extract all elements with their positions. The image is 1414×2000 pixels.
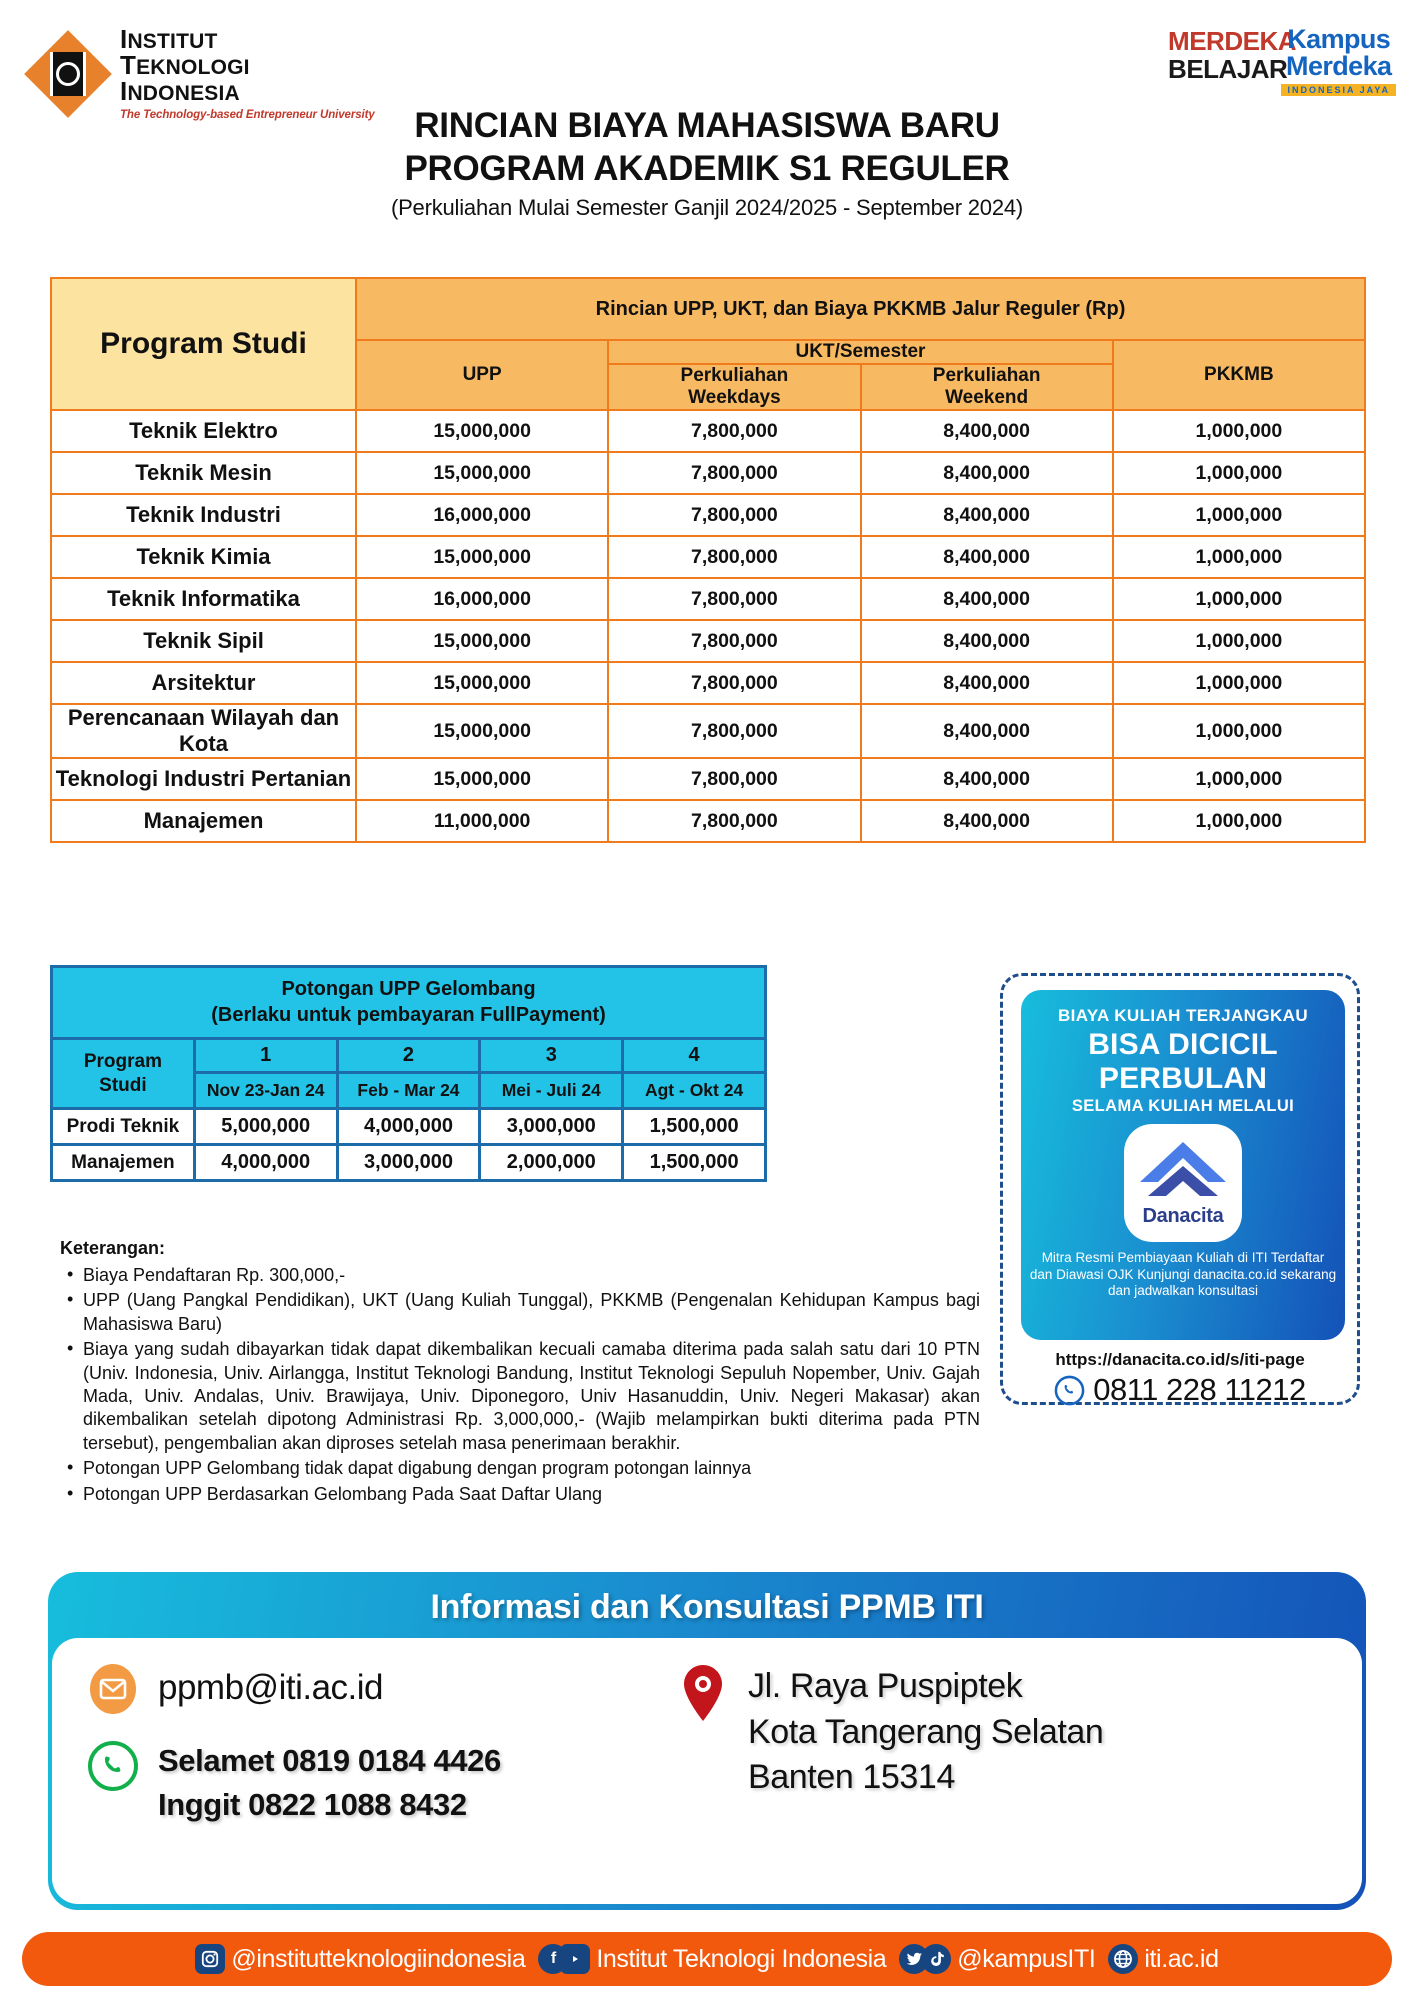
table-row xyxy=(52,1145,766,1181)
row-weekend: 8,400,000 xyxy=(861,494,1113,536)
location-pin-icon xyxy=(676,1662,730,1729)
row-weekdays: 7,800,000 xyxy=(608,758,860,800)
contact-heading: Informasi dan Konsultasi PPMB ITI xyxy=(430,1587,984,1626)
facebook-icon: f xyxy=(538,1944,568,1974)
potongan-wave-4: 4 xyxy=(623,1039,766,1073)
danacita-line1: BIAYA KULIAH TERJANGKAU xyxy=(1057,1006,1309,1025)
page-title-line1: RINCIAN BIAYA MAHASISWA BARU xyxy=(414,106,1000,145)
kampus-merdeka-line3: INDONESIA JAYA xyxy=(1281,84,1396,96)
potongan-row-label: Manajemen xyxy=(52,1145,195,1181)
row-weekdays: 7,800,000 xyxy=(608,704,860,758)
table-row xyxy=(51,452,1365,494)
row-pkkmb: 1,000,000 xyxy=(1113,410,1365,452)
potongan-cell: 2,000,000 xyxy=(480,1145,623,1181)
row-upp: 16,000,000 xyxy=(356,578,608,620)
contact-address-l1: Jl. Raya Puspiptek xyxy=(748,1667,1023,1705)
footer-facebook-youtube[interactable] xyxy=(538,1944,886,1974)
contact-whatsapp-row[interactable] xyxy=(86,1739,646,1827)
row-weekdays: 7,800,000 xyxy=(608,578,860,620)
table-row xyxy=(51,662,1365,704)
row-pkkmb: 1,000,000 xyxy=(1113,452,1365,494)
row-weekend: 8,400,000 xyxy=(861,452,1113,494)
row-prodi: Teknik Informatika xyxy=(51,578,356,620)
contact-address-row xyxy=(676,1662,1328,1801)
danacita-line4: SELAMA KULIAH MELALUI xyxy=(1071,1097,1295,1116)
contact-body xyxy=(52,1638,1362,1904)
row-pkkmb: 1,000,000 xyxy=(1113,662,1365,704)
contact-whatsapp-numbers xyxy=(158,1739,501,1827)
globe-icon xyxy=(1108,1944,1138,1974)
footer-instagram[interactable] xyxy=(195,1944,525,1974)
instagram-handle: @institutteknologiindonesia xyxy=(231,1944,526,1973)
potongan-title-l1: Potongan UPP Gelombang xyxy=(281,978,536,1000)
row-pkkmb: 1,000,000 xyxy=(1113,800,1365,842)
row-weekend: 8,400,000 xyxy=(861,410,1113,452)
contact-email-row[interactable] xyxy=(86,1662,646,1721)
row-prodi: Teknik Industri xyxy=(51,494,356,536)
table-row xyxy=(51,704,1365,758)
danacita-line3: PERBULAN xyxy=(1098,1061,1268,1095)
potongan-range-1: Nov 23-Jan 24 xyxy=(194,1073,337,1109)
danacita-phone: 0811 228 11212 xyxy=(1093,1372,1306,1407)
row-weekend: 8,400,000 xyxy=(861,536,1113,578)
potongan-table xyxy=(50,965,767,1182)
potongan-range-2: Feb - Mar 24 xyxy=(337,1073,480,1109)
danacita-logo xyxy=(1124,1124,1242,1242)
tiktok-icon xyxy=(921,1944,951,1974)
row-prodi: Teknik Elektro xyxy=(51,410,356,452)
iti-tagline: The Technology-based Entrepreneur University xyxy=(120,109,375,121)
header-upp: UPP xyxy=(356,340,608,410)
header-perkuliahan-weekend xyxy=(861,364,1113,410)
danacita-phone-row xyxy=(1003,1372,1357,1408)
table-row xyxy=(51,410,1365,452)
row-upp: 15,000,000 xyxy=(356,536,608,578)
potongan-range-3: Mei - Juli 24 xyxy=(480,1073,623,1109)
row-prodi: Teknik Kimia xyxy=(51,536,356,578)
contact-left-column xyxy=(86,1662,646,1880)
row-pkkmb: 1,000,000 xyxy=(1113,704,1365,758)
keterangan-title: Keterangan: xyxy=(60,1238,166,1258)
potongan-cell: 5,000,000 xyxy=(194,1109,337,1145)
row-prodi: Perencanaan Wilayah dan Kota xyxy=(51,704,356,758)
row-weekdays: 7,800,000 xyxy=(608,620,860,662)
header-weekend-l1: Perkuliahan xyxy=(932,365,1041,386)
contact-right-column xyxy=(646,1662,1328,1880)
logo-line1-rest: NSTITUT xyxy=(127,30,218,53)
danacita-card xyxy=(1021,990,1345,1340)
logo-line3-cap: I xyxy=(120,76,128,106)
keterangan-block xyxy=(60,1238,980,1508)
potongan-header-prodi xyxy=(52,1039,195,1109)
row-pkkmb: 1,000,000 xyxy=(1113,494,1365,536)
biaya-table-head xyxy=(51,278,1365,410)
whatsapp-icon xyxy=(86,1739,140,1798)
merdeka-belajar-line2: BELAJAR xyxy=(1168,54,1288,84)
potongan-wave-2: 2 xyxy=(337,1039,480,1073)
danacita-note: Mitra Resmi Pembiayaan Kuliah di ITI Terdaftar dan Diawasi OJK Kunjungi danacita.co.id sekarang dan jadwalkan konsultasi xyxy=(1029,1250,1337,1299)
table-row xyxy=(52,1109,766,1145)
row-weekdays: 7,800,000 xyxy=(608,494,860,536)
twitter-tiktok-icons xyxy=(899,1944,951,1974)
contact-address-l2: Kota Tangerang Selatan xyxy=(748,1712,1104,1751)
potongan-title xyxy=(52,967,766,1039)
potongan-wave-3: 3 xyxy=(480,1039,623,1073)
table-row xyxy=(51,494,1365,536)
list-item: • Potongan UPP Gelombang tidak dapat digabung dengan program potongan lainnya xyxy=(60,1457,980,1480)
row-prodi: Teknologi Industri Pertanian xyxy=(51,758,356,800)
header-group-rincian: Rincian UPP, UKT, dan Biaya PKKMB Jalur Reguler (Rp) xyxy=(356,278,1365,340)
contact-address xyxy=(748,1662,1103,1801)
website-url: iti.ac.id xyxy=(1144,1944,1219,1973)
row-upp: 15,000,000 xyxy=(356,662,608,704)
potongan-prodi-l2: Studi xyxy=(99,1074,147,1096)
row-upp: 15,000,000 xyxy=(356,410,608,452)
danacita-line2: BISA DICICIL xyxy=(1088,1028,1278,1061)
header-weekend-l2: Weekend xyxy=(945,387,1029,408)
row-upp: 15,000,000 xyxy=(356,704,608,758)
row-weekdays: 7,800,000 xyxy=(608,536,860,578)
row-upp: 16,000,000 xyxy=(356,494,608,536)
potongan-range-4: Agt - Okt 24 xyxy=(623,1073,766,1109)
row-weekdays: 7,800,000 xyxy=(608,410,860,452)
potongan-cell: 3,000,000 xyxy=(337,1145,480,1181)
row-prodi: Arsitektur xyxy=(51,662,356,704)
table-row xyxy=(51,758,1365,800)
list-item: • Potongan UPP Berdasarkan Gelombang Pada Saat Daftar Ulang xyxy=(60,1483,980,1506)
twitter-tiktok-handle: @kampusITI xyxy=(957,1944,1096,1973)
youtube-icon xyxy=(560,1944,590,1974)
row-pkkmb: 1,000,000 xyxy=(1113,758,1365,800)
potongan-cell: 4,000,000 xyxy=(194,1145,337,1181)
header-program-studi: Program Studi xyxy=(51,278,356,410)
table-row xyxy=(51,800,1365,842)
header-weekdays-l2: Weekdays xyxy=(688,387,781,408)
list-item: • Biaya Pendaftaran Rp. 300,000,- xyxy=(60,1264,980,1287)
logo-line2-rest: EKNOLOGI xyxy=(136,56,250,79)
row-weekend: 8,400,000 xyxy=(861,620,1113,662)
row-upp: 11,000,000 xyxy=(356,800,608,842)
danacita-brand: Danacita xyxy=(1142,1205,1224,1228)
kampus-merdeka-logo xyxy=(1281,26,1396,98)
row-weekdays: 7,800,000 xyxy=(608,452,860,494)
potongan-cell: 1,500,000 xyxy=(623,1145,766,1181)
instagram-icon xyxy=(195,1944,225,1974)
potongan-table-body xyxy=(52,1109,766,1181)
contact-wa-line2: Inggit 0822 1088 8432 xyxy=(158,1787,467,1823)
kampus-merdeka-line2: Merdeka xyxy=(1286,51,1392,81)
contact-email[interactable]: ppmb@iti.ac.id xyxy=(158,1668,384,1707)
row-weekend: 8,400,000 xyxy=(861,662,1113,704)
potongan-title-l2: (Berlaku untuk pembayaran FullPayment) xyxy=(211,1003,606,1026)
row-prodi: Manajemen xyxy=(51,800,356,842)
contact-card xyxy=(48,1572,1366,1910)
table-row xyxy=(51,620,1365,662)
row-weekend: 8,400,000 xyxy=(861,758,1113,800)
header-perkuliahan-weekdays xyxy=(608,364,860,410)
table-row xyxy=(51,536,1365,578)
row-prodi: Teknik Sipil xyxy=(51,620,356,662)
footer-twitter-tiktok[interactable] xyxy=(899,1944,1095,1974)
header-pkkmb: PKKMB xyxy=(1113,340,1365,410)
header-ukt-semester: UKT/Semester xyxy=(608,340,1113,364)
merdeka-belajar-logo xyxy=(1168,28,1296,83)
row-weekend: 8,400,000 xyxy=(861,800,1113,842)
logo-line1-cap: I xyxy=(120,24,128,54)
page-subtitle: (Perkuliahan Mulai Semester Ganjil 2024/2025 - September 2024) xyxy=(390,195,1024,221)
footer-website[interactable] xyxy=(1108,1944,1218,1974)
list-item: • UPP (Uang Pangkal Pendidikan), UKT (Uang Kuliah Tunggal), PKKMB (Pengenalan Kehidupan Kampus bagi Mahasiswa Baru) xyxy=(60,1289,980,1336)
danacita-mountain-icon xyxy=(1138,1140,1228,1202)
row-upp: 15,000,000 xyxy=(356,620,608,662)
biaya-table-body xyxy=(51,410,1365,842)
facebook-youtube-handle: Institut Teknologi Indonesia xyxy=(596,1944,887,1973)
row-weekend: 8,400,000 xyxy=(861,704,1113,758)
row-upp: 15,000,000 xyxy=(356,452,608,494)
potongan-wave-1: 1 xyxy=(194,1039,337,1073)
facebook-youtube-icons xyxy=(538,1944,590,1974)
row-pkkmb: 1,000,000 xyxy=(1113,536,1365,578)
logo-line3-rest: NDONESIA xyxy=(127,82,240,105)
danacita-url[interactable]: https://danacita.co.id/s/iti-page xyxy=(1055,1350,1305,1369)
whatsapp-icon xyxy=(1054,1375,1085,1406)
table-row xyxy=(51,578,1365,620)
potongan-row-label: Prodi Teknik xyxy=(52,1109,195,1145)
potongan-table-head xyxy=(52,967,766,1109)
row-pkkmb: 1,000,000 xyxy=(1113,620,1365,662)
row-weekend: 8,400,000 xyxy=(861,578,1113,620)
potongan-cell: 3,000,000 xyxy=(480,1109,623,1145)
row-prodi: Teknik Mesin xyxy=(51,452,356,494)
page-title-block xyxy=(0,105,1414,221)
list-item: • Biaya yang sudah dibayarkan tidak dapat dikembalikan kecuali camaba diterima pada salah satu dari 10 PTN (Univ. Indonesia, Univ. Airlangga, Institut Teknologi Bandung, Institut Teknologi Sepuluh Nopember, Univ. Gajah Mada, Univ. Andalas, Univ. Brawijaya, Univ. Diponegoro, Univ Hasanuddin, Univ. Negeri Makasar) akan dikembalikan setelah dipotong Administrasi Rp. 3,000,000,- (Wajib melampirkan bukti diterima pada PTN tersebut), pengembalian akan diproses setelah masa penerimaan berakhir. xyxy=(60,1338,980,1455)
potongan-cell: 4,000,000 xyxy=(337,1109,480,1145)
kampus-merdeka-line1: Kampus xyxy=(1287,24,1391,54)
row-weekdays: 7,800,000 xyxy=(608,662,860,704)
header-weekdays-l1: Perkuliahan xyxy=(680,365,789,386)
page-title-line2: PROGRAM AKADEMIK S1 REGULER xyxy=(404,148,1010,188)
merdeka-belajar-line1: MERDEKA xyxy=(1168,26,1296,56)
contact-address-l3: Banten 15314 xyxy=(748,1758,955,1797)
potongan-prodi-l1: Program xyxy=(83,1050,162,1072)
row-upp: 15,000,000 xyxy=(356,758,608,800)
keterangan-list xyxy=(60,1264,980,1506)
row-pkkmb: 1,000,000 xyxy=(1113,578,1365,620)
potongan-cell: 1,500,000 xyxy=(623,1109,766,1145)
contact-wa-line1: Selamet 0819 0184 4426 xyxy=(158,1743,501,1778)
row-weekdays: 7,800,000 xyxy=(608,800,860,842)
danacita-promo-box xyxy=(1000,973,1360,1405)
social-footer xyxy=(22,1932,1392,1986)
logo-line2-cap: T xyxy=(120,50,137,80)
biaya-table xyxy=(50,277,1366,843)
email-icon xyxy=(86,1662,140,1721)
